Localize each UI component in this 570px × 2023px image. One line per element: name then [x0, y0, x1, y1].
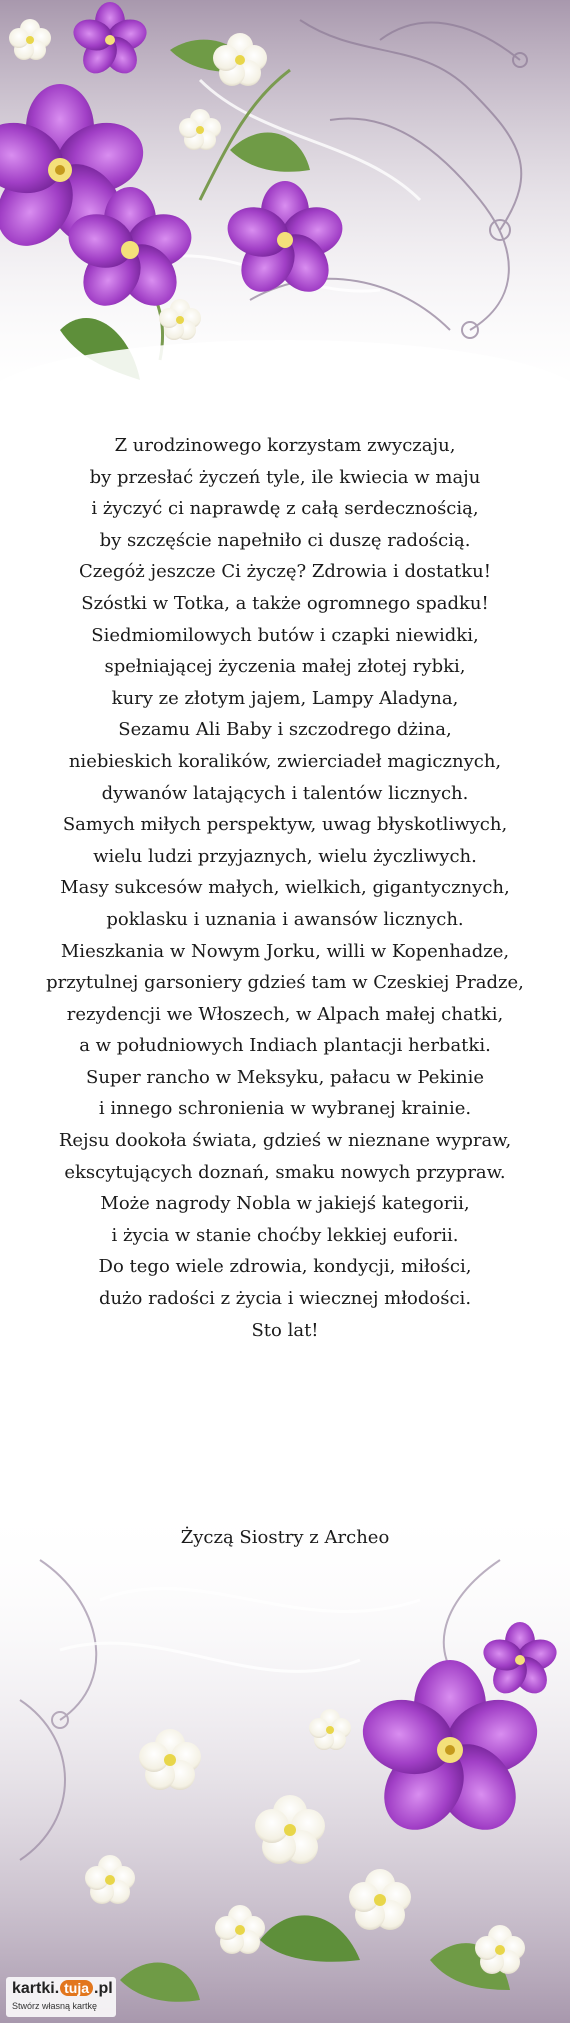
poem-line: dużo radości z życia i wiecznej młodości.	[98, 1288, 472, 1310]
poem-line: Samych miłych perspektyw, uwag błyskotliwych,	[62, 814, 508, 836]
poem-line: kury ze złotym jajem, Lampy Aladyna,	[111, 687, 459, 709]
poem-line: Masy sukcesów małych, wielkich, gigantycznych,	[60, 877, 510, 899]
logo-brand	[12, 1980, 113, 1998]
poem-line: Do tego wiele zdrowia, kondycji, miłości,	[98, 1256, 472, 1278]
poem-line: niebieskich koralików, zwierciadeł magicznych,	[68, 750, 502, 772]
signature: Życzą Siostry z Archeo	[180, 1527, 390, 1548]
poem-line: by szczęście napełniło ci duszę radością.	[99, 529, 471, 551]
poem-line: poklasku i uznania i awansów licznych.	[106, 908, 464, 930]
poem-line: Sezamu Ali Baby i szczodrego dżina,	[118, 719, 452, 741]
poem-line: Szóstki w Totka, a także ogromnego spadku!	[81, 592, 489, 614]
poem-line: spełniającej życzenia małej złotej rybki,	[104, 656, 466, 678]
poem-line: Może nagrody Nobla w jakiejś kategorii,	[100, 1193, 470, 1215]
poem-line: Z urodzinowego korzystam zwyczaju,	[114, 435, 456, 456]
site-logo[interactable]	[6, 1977, 116, 2017]
poem-line: i życzyć ci naprawdę z całą serdecznością,	[91, 498, 479, 520]
logo-brand-prefix: kartki.	[12, 1980, 60, 1997]
poem-line: Rejsu dookoła świata, gdzieś w nieznane wypraw,	[58, 1130, 512, 1152]
poem-text	[0, 430, 570, 1346]
poem-line: a w południowych Indiach plantacji herbatki.	[79, 1035, 491, 1057]
poem-line: ekscytujących doznań, smaku nowych przypraw.	[64, 1161, 506, 1183]
logo-tagline: Stwórz własną kartkę	[12, 2001, 98, 2011]
poem-line: i życia w stanie choćby lekkiej euforii.	[111, 1224, 459, 1246]
logo-badge: tuja	[60, 1980, 93, 1996]
poem-line: rezydencji we Włoszech, w Alpach małej chatki,	[66, 1003, 504, 1025]
poem-line: Siedmiomilowych butów i czapki niewidki,	[91, 624, 479, 646]
poem-line: by przesłać życzeń tyle, ile kwiecia w maju	[89, 466, 481, 488]
poem-line: przytulnej garsoniery gdzieś tam w Czeskiej Pradze,	[46, 972, 524, 994]
poem-line: Sto lat!	[251, 1319, 319, 1341]
poem-line: wielu ludzi przyjaznych, wielu życzliwych.	[93, 845, 477, 867]
poem-line: Super rancho w Meksyku, pałacu w Pekinie	[85, 1066, 485, 1088]
poem-line: Mieszkania w Nowym Jorku, willi w Kopenhadze,	[60, 940, 510, 962]
poem-line: i innego schronienia w wybranej krainie.	[98, 1098, 472, 1120]
poem-line: Czegóż jeszcze Ci życzę? Zdrowia i dostatku!	[79, 561, 491, 583]
logo-brand-suffix: .pl	[94, 1980, 113, 1997]
poem-line: dywanów latających i talentów licznych.	[101, 782, 469, 804]
